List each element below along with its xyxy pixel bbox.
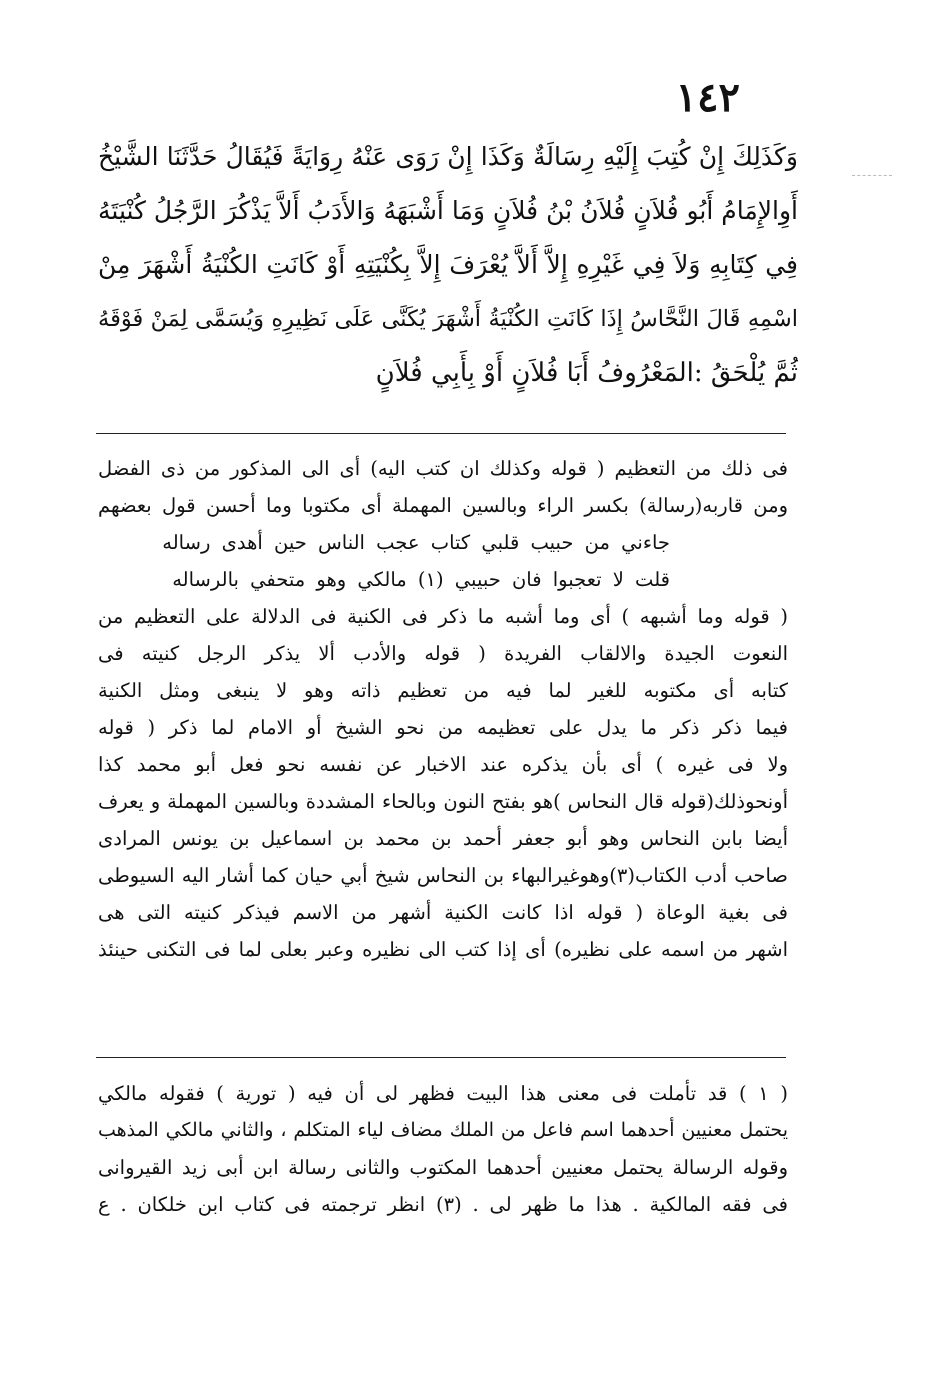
- commentary-line: كتابه أى مكتوبه للغير لما فيه من تعظيم ذاته وهو لا ينبغى ومثل الكنية: [98, 679, 788, 702]
- main-text-line: اسْمِهِ قَالَ النَّحَّاسُ إِذَا كَانَتِ الكُنْيَةُ أَشْهَرَ يُكَنَّى عَلَى نَظِيرِهِ وَيُسَمَّى لِمَنْ فَوْقَهُ: [98, 306, 798, 332]
- main-text-line: ثُمَّ يُلْحَقُ :المَعْرُوفُ أَبَا فُلاَنٍ أَوْ بِأَبِي فُلاَنٍ: [375, 358, 798, 388]
- footnotes-block: [98, 1075, 788, 1223]
- verse-line: قلت لا تعجبوا فان حبيبي (١) مالكي وهو متحفي بالرساله: [172, 568, 670, 591]
- commentary-line: اشهر من اسمه على نظيره) أى إذا كتب الى نظيره وعبر بعلى لما فى التكنى حينئذ: [98, 938, 788, 961]
- page-number: ١٤٢: [675, 74, 740, 121]
- main-text-line: وَكَذَلِكَ إِنْ كُتِبَ إِلَيْهِ رِسَالَةٌ وَكَذَا إِنْ رَوَى عَنْهُ رِوَايَةً فَيُقَالُ حَدَّثَنَا الشَّيْخُ: [98, 142, 798, 171]
- margin-mark: [852, 175, 892, 176]
- commentary-line: أيضا بابن النحاس وهو أبو جعفر أحمد بن محمد بن اسماعيل بن يونس المرادى: [98, 827, 788, 850]
- commentary-line: ولا فى غيره ) أى بأن يذكره عند الاخبار عن نفسه نحو فعل أبو محمد كذا: [98, 753, 788, 776]
- commentary-line: ومن قاربه(رسالة) بكسر الراء وبالسين المهملة أى مكتوبا وما أحسن قول بعضهم: [98, 494, 788, 517]
- main-text-block: [98, 130, 798, 400]
- footnote-separator-rule: [96, 1057, 786, 1058]
- footnote-line: فى فقه المالكية . هذا ما ظهر لى . (٣) انظر ترجمته فى كتاب ابن خلكان . ع: [98, 1193, 788, 1216]
- commentary-line: النعوت الجيدة والالقاب الفريدة ( قوله والأدب ألا يذكر الرجل كنيته فى: [98, 642, 788, 665]
- commentary-block: [98, 450, 788, 968]
- main-text-line: فِي كِتَابِهِ وَلاَ فِي غَيْرِهِ إِلاَّ أَلاَّ يُعْرَفَ إِلاَّ بِكُنْيَتِهِ أَوْ كَانَتِ الكُنْيَةُ أَشْهَرَ مِنْ: [98, 250, 798, 279]
- verse-line: جاءني من حبيب قلبي كتاب عجب الناس حين أهدى رساله: [162, 531, 670, 554]
- commentary-line: صاحب أدب الكتاب(٣)وهوغيرالبهاء بن النحاس شيخ أبي حيان كما أشار اليه السيوطى: [98, 864, 788, 887]
- commentary-line: فى بغية الوعاة ( قوله اذا كانت الكنية أشهر من الاسم فيذكر كنيته التى هى: [98, 901, 788, 924]
- footnote-line: وقوله الرسالة يحتمل معنيين أحدهما المكتوب والثانى رسالة ابن أبى زيد القيروانى: [98, 1156, 788, 1179]
- commentary-line: أونحوذلك(قوله قال النحاس )هو بفتح النون وبالحاء المشددة وبالسين المهملة و يعرف: [98, 790, 788, 813]
- main-text-line: أَوِالإِمَامُ أَبُو فُلاَنٍ فُلاَنُ بْنُ فُلاَنٍ وَمَا أَشْبَهَهُ وَالأَدَبُ أَلاَّ يَذْكُرَ الرَّجُلُ كُنْيَتَهُ: [98, 196, 798, 225]
- footnote-line: يحتمل معنيين أحدهما اسم فاعل من الملك مضاف لياء المتكلم ، والثاني مالكي المذهب: [98, 1119, 788, 1141]
- commentary-line: فيما ذكر ذكر ما يدل على تعظيمه من نحو الشيخ أو الامام لما ذكر ( قوله: [98, 716, 788, 739]
- separator-rule: [96, 433, 786, 434]
- commentary-line: فى ذلك من التعظيم ( قوله وكذلك ان كتب اليه) أى الى المذكور من ذى الفضل: [98, 457, 788, 480]
- footnote-line: ( ١ ) قد تأملت فى معنى هذا البيت فظهر لى أن فيه ( تورية ) فقوله مالكي: [98, 1082, 788, 1105]
- commentary-line: ( قوله وما أشبهه ) أى وما أشبه ما ذكر فى الكنية فى الدلالة على التعظيم من: [98, 605, 788, 628]
